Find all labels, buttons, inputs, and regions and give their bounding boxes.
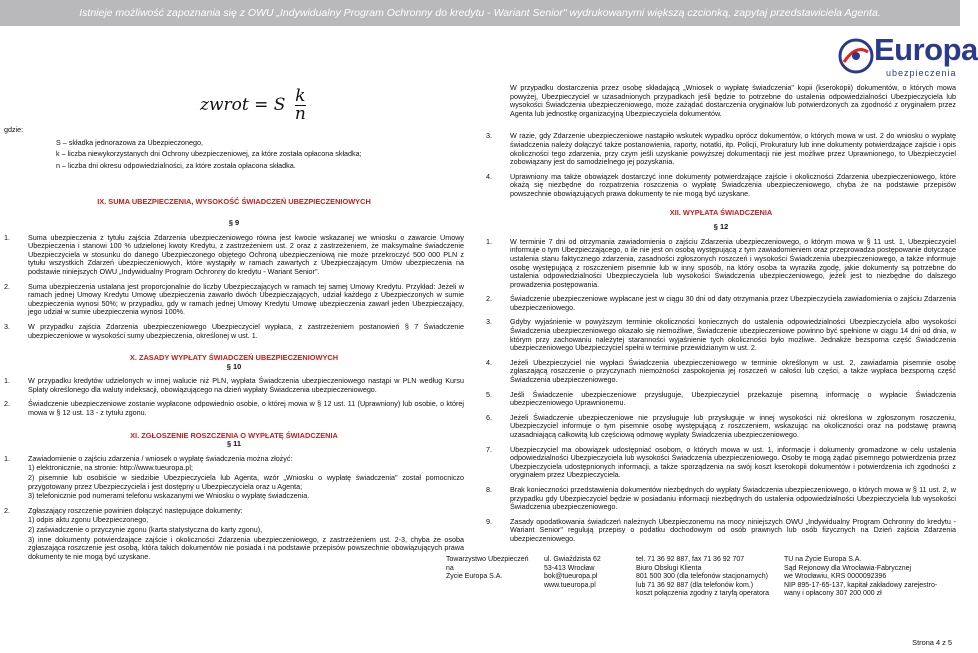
- list-item: [4, 455, 464, 464]
- item-text: Jeśli Świadczenie ubezpieczeniowe przysługuje, Ubezpieczyciel przekazuje pisemną informację o wypłacie Świadczenia ubezpieczeniowego Uprawnionemu.: [510, 389, 956, 408]
- chapter-xi-heading: XI. ZGŁOSZENIE ROSZCZENIA O WYPŁATĘ ŚWIADCZENIA: [130, 430, 338, 440]
- formula-lhs: zwrot: [200, 95, 249, 115]
- item-text: 3) telefonicznie pod numerami telefonu wskazanymi we Wniosku o wypłatę świadczenia.: [28, 491, 310, 501]
- chapter-xii-heading: XII. WYPŁATA ŚWIADCZENIA: [669, 207, 773, 217]
- formula-eq: = S: [254, 95, 286, 115]
- info-banner: Istnieje możliwość zapoznania się z OWU „Indywidualny Program Ochronny do kredytu - Wariant Senior" wydrukowanymi większą czcionką, zapytaj przedstawiciela Agenta.: [0, 0, 960, 26]
- page-number: Strona 4 z 5: [912, 638, 952, 647]
- list-item: [4, 474, 464, 491]
- item-text: Suma ubezpieczenia z tytułu zajścia Zdarzenia ubezpieczeniowego równa jest kwocie wskazanej we wniosku o zawarcie Umowy Ubezpieczenia i stanowi 100 % udzielonej kwoty Kredytu, z zastrzeżeniem ust. 2 oraz z zastrzeżeniem, że maksymalne świadczenie Ubezpieczyciela w stosunku do danego Ubezpieczonego objętego Ochroną ubezpieczeniową nie może przekroczyć 500 000 PLN z tytułu wszystkich Zdarzeń ubezpieczeniowych, które wystąpiły w ramach zawartych z Ubezpieczającym Umów ubezpieczenia na podstawie niniejszych OWU „Indywidualny Program Ochronny do kredytu - Wariant Senior".: [28, 232, 464, 276]
- item-number: 4.: [486, 357, 492, 367]
- item-text: Jeżeli Ubezpieczyciel nie wypłaci Świadczenia ubezpieczeniowego w terminie określonym w ust. 2, zawiadamia pisemnie osobę zgłaszającą roszczenie o przyczynach niemożności zaspokojenia jej roszczeń w całości lub części, a także wypłaca bezsporną część Świadczenia ubezpieczeniowego.: [510, 357, 956, 385]
- item-text: Zawiadomienie o zajściu zdarzenia / wniosek o wypłatę świadczenia można złożyć:: [28, 453, 293, 463]
- refund-formula: [200, 88, 306, 123]
- footer-address-line: 53-413 Wrocław: [544, 564, 595, 572]
- item-number: 7.: [486, 444, 492, 454]
- list-item: [4, 400, 464, 417]
- definition-k: k – liczba niewykorzystanych dni Ochrony ubezpieczeniowej, za które została opłacona składka;: [56, 149, 362, 159]
- paragraph-11: § 11: [227, 439, 241, 449]
- item-number: [4, 536, 28, 562]
- item-text: 2) zaświadczenie o przyczynie zgonu (karta statystyczna do karty zgonu),: [28, 525, 263, 534]
- list-item: [4, 516, 464, 525]
- list-item: [4, 377, 464, 394]
- section-9-list: [4, 234, 464, 341]
- list-item: [4, 492, 464, 501]
- item-text: W razie, gdy Zdarzenie ubezpieczeniowe nastąpiło wskutek wypadku oprócz dokumentów, o których mowa w ust. 2 do wniosku o wypłatę świadczenia należy dołączyć także postanowienia, raporty, notatki, itp. Policji, Prokuratury lub inne dokumenty potwierdzające zajście i opis okoliczności tego zdarzenia, przy czym jeśli uzyskanie powyższej dokumentacji nie jest możliwe przez Uprawnionego, to Ubezpieczyciel zobowiązany jest do samodzielnego jej pozyskania.: [510, 131, 956, 167]
- list-item: [486, 414, 956, 440]
- definition-n: n – liczba dni okresu odpowiedzialności, za które została opłacona składka.: [56, 160, 296, 170]
- item-number: 2.: [4, 399, 10, 409]
- footer-contact: [636, 556, 786, 599]
- item-text: Gdyby wyjaśnienie w powyższym terminie okoliczności koniecznych do ustalenia odpowiedzialności Ubezpieczyciela albo wysokości Świadczenia ubezpieczeniowego okazało się niemożliwe, Świadczenie ubezpieczeniowe powinno być spełnione w ciągu 14 dni od dnia, w którym przy zachowaniu należytej staranności wyjaśnienie tych okoliczności było możliwe. Jednakże bezsporna część Świadczenia ubezpieczeniowego Ubezpieczyciel spełni w terminie przewidzianym w ust. 2.: [510, 317, 956, 353]
- list-item: [486, 132, 956, 166]
- logo-swirl-icon: [838, 36, 874, 76]
- list-item: [486, 173, 956, 199]
- list-item: [4, 234, 464, 277]
- footer-address-line: ul. Gwiaździsta 62: [544, 556, 601, 563]
- item-number: 5.: [486, 389, 492, 399]
- list-item: [486, 518, 956, 544]
- footer-contact-line: koszt połączenia zgodny z taryfą operatora: [636, 590, 770, 598]
- footer-company-line: Życie Europa S.A.: [446, 573, 503, 581]
- item-text: Brak konieczności przedstawienia dokumentów niezbędnych do wypłaty Świadczenia ubezpieczeniowego, o których mowa w § 11 ust. 2, w przypadku gdy Ubezpieczyciel będzie w posiadaniu informacji niezbędnych do ustalenia odpowiedzialności Ubezpieczyciela lub wysokości Świadczenia ubezpieczeniowego.: [510, 484, 956, 512]
- footer-registry-line: Sąd Rejonowy dla Wrocławia-Fabrycznej: [784, 564, 912, 572]
- footer-registry: [784, 556, 956, 599]
- item-number: 4.: [486, 171, 492, 181]
- item-number: 1.: [4, 376, 10, 386]
- list-item: [486, 359, 956, 385]
- logo-subtitle: ubezpieczenia: [886, 68, 957, 78]
- footer-contact-line: 801 500 300 (dla telefonów stacjonarnych): [636, 573, 768, 581]
- item-text: W przypadku kredytów udzielonych w innej walucie niż PLN, wypłata Świadczenia ubezpieczeniowego nastąpi w PLN według Kursu Spłaty określonego dla waluty indeksacji, obowiązującego na dzień wypłaty Świadczenia ubezpieczeniowego.: [28, 376, 464, 394]
- item-text: Świadczenie ubezpieczeniowe zostanie wypłacone odpowiednio osobie, o której mowa w § 12 ust. 11 (Uprawniony) lub osobie, o której mowa w § 12 ust. 13 - z tytułu zgonu.: [28, 399, 464, 418]
- item-number: 3.: [486, 131, 492, 141]
- section-11-list: [4, 455, 464, 562]
- footer-registry-line: we Wrocławiu, KRS 0000092396: [784, 573, 887, 581]
- paragraph-9: § 9: [228, 217, 240, 227]
- paragraph-10: § 10: [226, 361, 242, 371]
- footer-registry-line: TU na Życie Europa S.A.: [784, 556, 862, 563]
- footer-contact-line: tel. 71 36 92 887, fax 71 36 92 707: [636, 556, 745, 563]
- formula-fraction: [295, 88, 306, 123]
- section-10-list: [4, 377, 464, 417]
- item-number: 1.: [486, 236, 492, 246]
- chapter-ix-heading: IX. SUMA UBEZPIECZENIA, WYSOKOŚĆ ŚWIADCZEŃ UBEZPIECZENIOWYCH: [97, 197, 371, 207]
- list-item: [486, 391, 956, 408]
- footer-contact-line: lub 71 36 92 887 (dla telefonów kom.): [636, 581, 754, 589]
- item-text: 1) elektronicznie, na stronie: http://www.tueuropa.pl;: [28, 463, 193, 473]
- list-item: [486, 318, 956, 352]
- definitions: [56, 139, 464, 171]
- item-number: [4, 492, 28, 501]
- definition-s: S – składka jednorazowa za Ubezpieczonego,: [56, 137, 204, 147]
- item-text: Zgłaszający roszczenie powinien dołączyć następujące dokumenty:: [28, 505, 243, 515]
- item-number: 1.: [4, 232, 10, 242]
- item-number: [4, 464, 28, 473]
- item-number: 2.: [4, 505, 10, 515]
- item-number: [4, 526, 28, 535]
- chapter-x-heading: X. ZASADY WYPŁATY ŚWIADCZEŃ UBEZPIECZENIOWYCH: [129, 353, 339, 363]
- item-text: Zasady opodatkowania świadczeń należnych Ubezpieczonemu na mocy niniejszych OWU „Indywidualny Program Ochronny do kredytu - Wariant Senior" regulują przepisy o podatku dochodowym od osób prawnych lub osób fizycznych na Dzień zajścia Zdarzenia ubezpieczeniowego.: [510, 516, 956, 543]
- europa-logo: [838, 32, 978, 82]
- footer-contact-line: Biuro Obsługi Klienta: [636, 564, 702, 572]
- left-column: [4, 126, 464, 561]
- right-column: [486, 84, 956, 544]
- item-text: Suma ubezpieczenia ustalana jest proporcjonalnie do liczby Ubezpieczających w ramach tej samej Umowy Kredytu. Przykład: Jeżeli w ramach jednej Umowy Kredytu Umowę ubezpieczenia zawarło dwóch Ubezpieczających, udział każdego z Ubezpieczonych w sumie ubezpieczenia wynosi 50%; w przypadku, gdy w ramach jednej Umowy Kredytu Umowę ubezpieczenia zawarł jeden Ubezpieczający, jego udział w sumie ubezpieczenia wynosi 100%.: [28, 281, 464, 317]
- documents-intro: W przypadku dostarczenia przez osobę składającą „Wniosek o wypłatę świadczenia" kopii (kserokopii) dokumentów, o których mowa powyżej, Ubezpieczyciel w uzasadnionych przypadkach jeśli będzie to potrzebne do ustalenia odpowiedzialności Ubezpieczyciela lub wysokości Świadczenia ubezpieczeniowego, może zażądać dostarczenia oryginałów lub potwierdzonych za zgodność z oryginałem przez Agenta lub jednostkę organizacyjną Ubezpieczyciela dokumentów.: [510, 83, 956, 118]
- list-item: [4, 464, 464, 473]
- footer-company-line: Towarzystwo Ubezpieczeń na: [446, 556, 529, 572]
- list-item: [4, 526, 464, 535]
- logo-word: Europa: [874, 32, 978, 67]
- item-number: 6.: [486, 412, 492, 422]
- formula-denominator: n: [294, 104, 306, 124]
- item-number: 8.: [486, 484, 492, 494]
- list-item: [486, 486, 956, 512]
- list-item: [4, 536, 464, 562]
- item-number: [4, 474, 28, 491]
- list-item: [4, 507, 464, 516]
- item-number: 1.: [4, 453, 10, 463]
- item-text: Jeżeli Świadczenie ubezpieczeniowe nie przysługuje lub przysługuje w innej wysokości niż określona w zgłoszonym roszczeniu, Ubezpieczyciel informuje o tym pisemnie osobę występującą z roszczeniem, wskazując na okoliczności oraz na podstawę prawną uzasadniającą całkowitą lub częściową odmowę wypłaty Świadczenia ubezpieczeniowego.: [510, 412, 956, 439]
- item-number: [4, 516, 28, 525]
- section-11-continued-list: [486, 132, 956, 198]
- item-text: W przypadku zajścia Zdarzenia ubezpieczeniowego Ubezpieczyciel wypłaca, z zastrzeżeniem postanowień § 7 Świadczenie ubezpieczeniowe w wysokości sumy ubezpieczenia, określonej w ust. 1.: [28, 321, 464, 340]
- item-number: 2.: [4, 281, 10, 291]
- formula-numerator: k: [295, 86, 306, 106]
- item-text: 3) inne dokumenty potwierdzające zajście i okoliczności Zdarzenia ubezpieczeniowego, z zastrzeżeniem ust. 2-3, chyba że osoba zgłaszająca roszczenie jest osobą, która takich dokumentów nie posiada i na podstawie przepisów powszechnie obowiązujących prawa dokumenty te nie mogą być uzyskane.: [28, 534, 464, 561]
- item-text: 2) pisemnie lub osobiście w siedzibie Ubezpieczyciela lub Agenta, wzór „Wniosku o wypłatę świadczenia" został pomocniczo przygotowany przez Ubezpieczyciela i jest dostępny u Ubezpieczyciela oraz u Agenta;: [28, 473, 464, 491]
- list-item: [4, 323, 464, 340]
- item-number: 2.: [486, 294, 492, 304]
- list-item: [486, 446, 956, 480]
- item-text: Świadczenie ubezpieczeniowe wypłacane jest w ciągu 30 dni od daty otrzymania przez Ubezpieczyciela zawiadomienia o zajściu Zdarzenia ubezpieczeniowego.: [510, 294, 956, 312]
- item-text: Ubezpieczyciel ma obowiązek udostępniać osobom, o których mowa w ust. 1, informacje i dokumenty gromadzone w celu ustalenia odpowiedzialności Ubezpieczyciela lub wysokości Świadczenia ubezpieczeniowego. Osoby te mogą żądać pisemnego potwierdzenia przez Ubezpieczyciela udostępnionych informacji, a także sporządzenia na swój koszt kserokopii dokumentów i potwierdzenia ich zgodności z oryginałem przez Ubezpieczyciela.: [510, 444, 956, 480]
- where-label: gdzie:: [4, 125, 24, 134]
- footer-email-link[interactable]: bok@tueuropa.pl: [544, 573, 598, 581]
- item-text: W terminie 7 dni od otrzymania zawiadomienia o zajściu Zdarzenia ubezpieczeniowego, o którym mowa w § 11 ust. 1, Ubezpieczyciel informuje o tym Ubezpieczającego, o ile nie jest on osobą występującą z tym zawiadomieniem oraz przeprowadza postępowanie dotyczące ustalenia stanu faktycznego zdarzenia, zasadności zgłoszonych roszczeń i wysokości Świadczenia ubezpieczeniowego, a także informuje osobę występującą z roszczeniem pisemnie lub w inny sposób, na który osoba ta wyraziła zgodę, jakie dokumenty są potrzebne do ustalenia odpowiedzialności Ubezpieczyciela lub wysokości Świadczenia ubezpieczeniowego, jeżeli jest to niezbędne do dalszego prowadzenia postępowania.: [510, 236, 956, 289]
- item-number: 9.: [486, 516, 492, 526]
- section-12-list: [486, 238, 956, 544]
- footer-registry-line: NIP 895-17-65-137, kapitał zakładowy zarejestro-: [784, 581, 938, 589]
- footer-address: [544, 556, 624, 590]
- footer-registry-line: wany i opłacony 307 200 000 zł: [784, 590, 882, 598]
- list-item: [486, 295, 956, 312]
- item-number: 3.: [4, 321, 10, 331]
- list-item: [4, 283, 464, 317]
- paragraph-12: § 12: [713, 222, 729, 232]
- list-item: [486, 238, 956, 290]
- item-text: Uprawniony ma także obowiązek dostarczyć inne dokumenty potwierdzające zajście i okoliczności Zdarzenia ubezpieczeniowego, które okażą się niezbędne do rozpatrzenia roszczenia o wypłatę Świadczenia ubezpieczeniowego, chyba że na podstawie przepisów powszechnie obowiązujących prawa dokumenty te nie mogą być uzyskane.: [510, 171, 956, 198]
- footer-company: [446, 556, 536, 582]
- item-number: 3.: [486, 317, 492, 327]
- footer-website-link[interactable]: www.tueuropa.pl: [544, 581, 596, 589]
- item-text: 1) odpis aktu zgonu Ubezpieczonego,: [28, 515, 149, 525]
